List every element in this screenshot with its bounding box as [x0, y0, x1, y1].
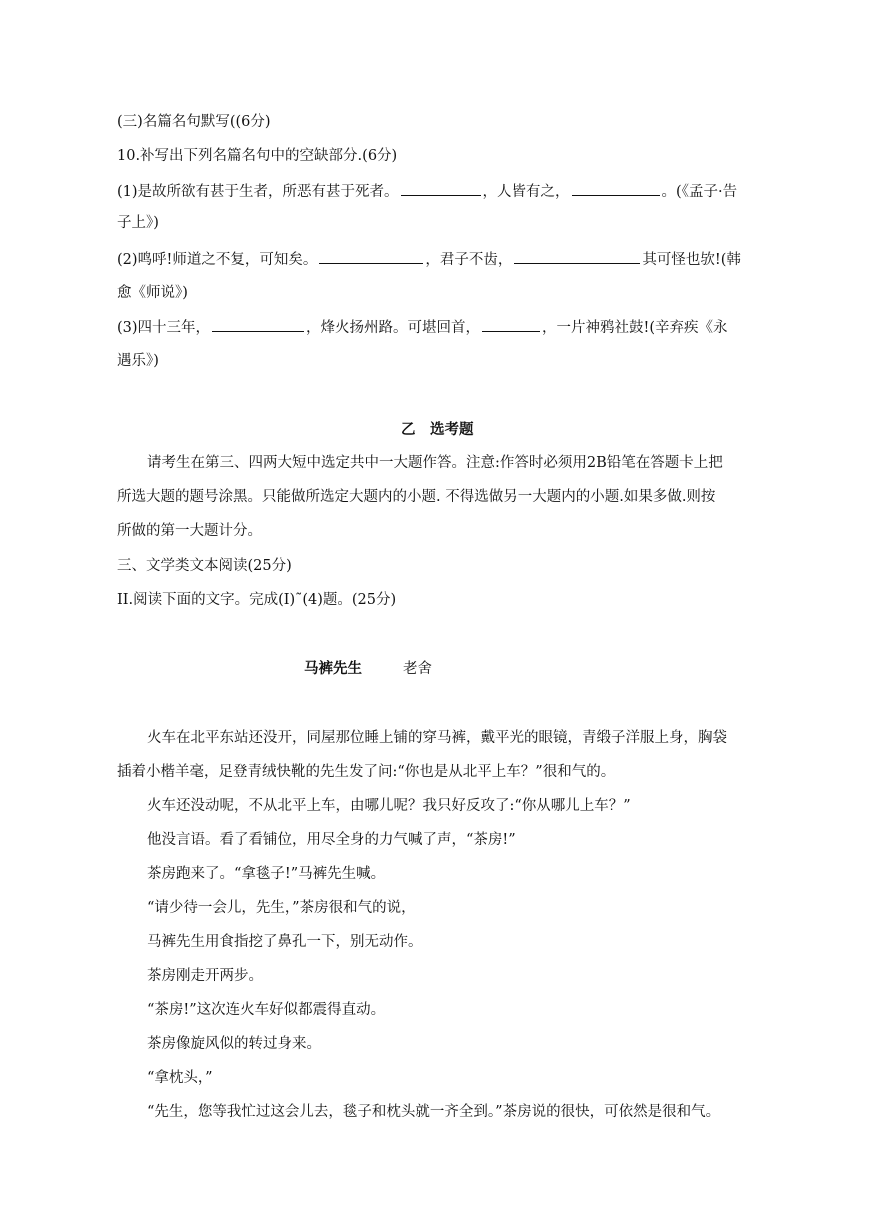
section-heading: (三)名篇名句默写((6分)	[117, 114, 271, 130]
item-2	[117, 249, 741, 270]
story-line: 他没言语。看了看铺位，用尽全身的力气喊了声，“茶房!”	[147, 832, 516, 848]
story-line: 茶房刚走开两步。	[147, 968, 263, 984]
instruction-line-3: 所做的第一大题计分。	[117, 523, 262, 539]
answer-blank[interactable]	[212, 317, 304, 332]
item-2-cont: 愈《师说》)	[117, 285, 188, 301]
story-line: “先生，您等我忙过这会儿去，毯子和枕头就一齐全到。”茶房说的很快，可依然是很和气。	[147, 1104, 721, 1120]
item-3	[117, 317, 728, 338]
story-author: 老舍	[403, 661, 432, 677]
story-line: “请少待一会儿，先生，”茶房很和气的说，	[147, 900, 416, 916]
item-1-text-b: ，人皆有之，	[482, 184, 570, 200]
item-3-cont: 遇乐》)	[117, 353, 159, 369]
question-10: 10.补写出下列名篇名句中的空缺部分.(6分)	[117, 148, 398, 164]
section-3-heading: 三、文学类文本阅读(25分)	[117, 558, 292, 574]
story-line: 火车在北平东站还没开，同屋那位睡上铺的穿马裤，戴平光的眼镜，青缎子洋服上身，胸袋	[147, 730, 727, 746]
answer-blank[interactable]	[482, 317, 540, 332]
story-line: 茶房跑来了。“拿毯子!”马裤先生喊。	[147, 866, 386, 882]
question-11: II.阅读下面的文字。完成(I)˜(4)题。(25分)	[117, 592, 397, 608]
item-3-text-b: ，烽火扬州路。可堪回首，	[306, 320, 481, 336]
item-3-text-c: ，一片神鸦社鼓!(辛弃疾《永	[542, 320, 728, 336]
answer-blank[interactable]	[572, 181, 660, 196]
story-line: “茶房!”这次连火车好似都震得直动。	[147, 1002, 386, 1018]
item-1-cont: 子上》)	[117, 215, 159, 231]
story-line: 马裤先生用食指挖了鼻孔一下，别无动作。	[147, 934, 423, 950]
answer-blank[interactable]	[514, 249, 640, 264]
item-3-text-a: (3)四十三年，	[117, 320, 211, 336]
story-line: 火车还没动呢，不从北平上车，由哪儿呢？我只好反攻了:“你从哪儿上车？”	[147, 798, 631, 814]
story-line: “拿枕头，”	[147, 1070, 213, 1086]
story-line: 插着小楷羊毫，足登青绒快靴的先生发了问:“你也是从北平上车？”很和气的。	[117, 764, 616, 780]
optional-title: 乙 选考题	[401, 421, 474, 438]
item-2-text-b: ，君子不齿，	[425, 252, 513, 268]
item-1-text-a: (1)是故所欲有甚于生者，所恶有甚于死者。	[117, 184, 399, 200]
answer-blank[interactable]	[401, 181, 481, 196]
answer-blank[interactable]	[319, 249, 423, 264]
item-2-text-c: 其可怪也欤!(韩	[642, 252, 741, 268]
instruction-line-2: 所选大题的题号涂黑。只能做所选定大题内的小题. 不得选做另一大题内的小题.如果多做.则按	[117, 489, 716, 505]
item-1-text-c: 。(《孟子·告	[661, 184, 738, 200]
item-1	[117, 181, 737, 202]
instruction-line-1: 请考生在第三、四两大短中选定共中一大题作答。注意:作答时必须用2B铅笔在答题卡上把	[147, 455, 723, 471]
story-line: 茶房像旋风似的转过身来。	[147, 1036, 321, 1052]
item-2-text-a: (2)鸣呼!师道之不复，可知矣。	[117, 252, 318, 268]
story-title: 马裤先生	[304, 660, 362, 677]
